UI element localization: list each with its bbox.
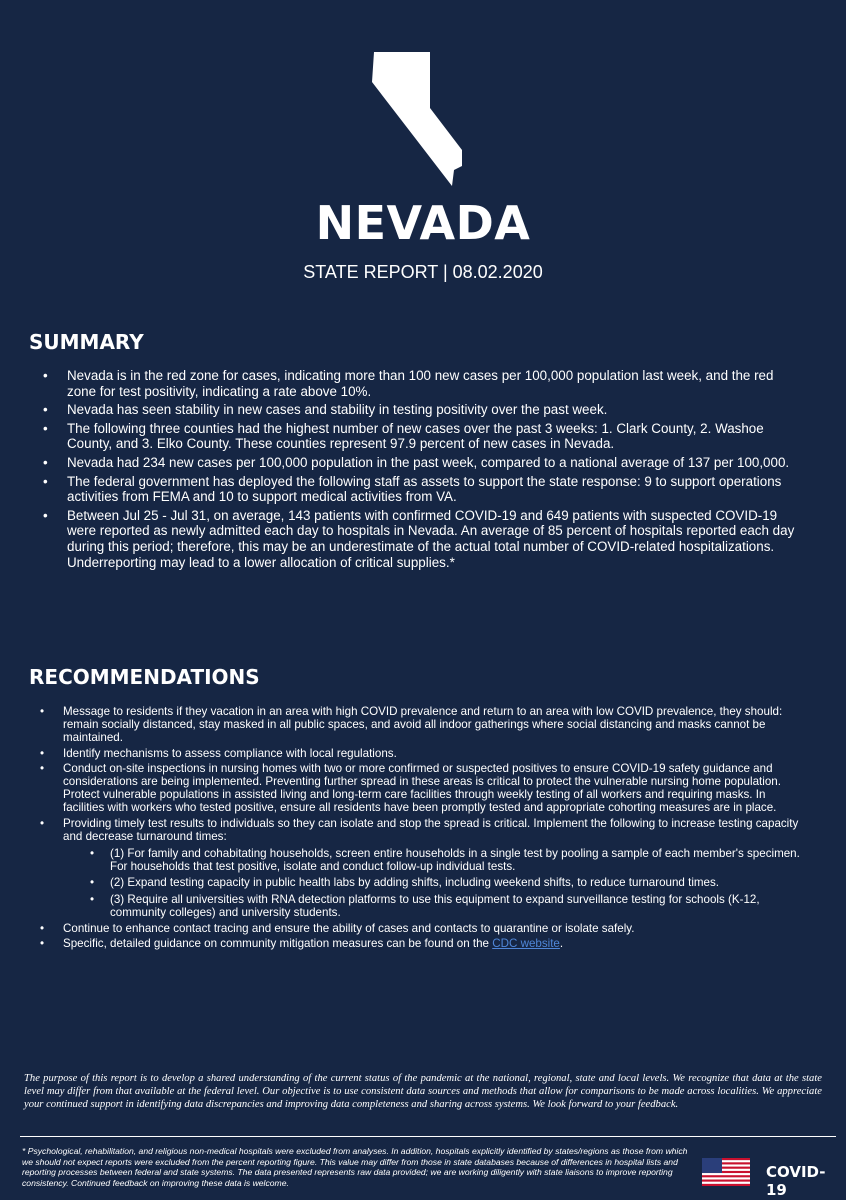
testing-sub-list: [63, 847, 800, 919]
hospital-footnote: * Psychological, rehabilitation, and religious non-medical hospitals were excluded from analyses. In addition, hospitals explicitly identified by states/regions as those from which we should not expect reports were excluded from the percent reporting figure. This value may differ from those in state databases because of differences in hospital lists and reporting processes between federal and state systems. The data presented represents raw data provided; we are working diligently with state liaisons to improve reporting consistency. Continued feedback on improving these data is welcome.: [22, 1146, 688, 1188]
recommendation-sub-item: • (1) For family and cohabitating households, screen entire households in a single test by pooling a sample of each member's specimen. For households that test positive, isolate and conduct follow-up individual tests.: [63, 847, 800, 873]
nevada-map-icon: [370, 52, 464, 186]
summary-item: • The federal government has deployed the following staff as assets to support the state response: 9 to support operations activities from FEMA and 10 to support medical activities from VA.: [43, 474, 803, 505]
summary-list: [43, 368, 803, 573]
recommendation-text: Specific, detailed guidance on community mitigation measures can be found on the: [63, 937, 493, 951]
summary-item: • Nevada has seen stability in new cases and stability in testing positivity over the past week.: [43, 402, 803, 418]
recommendations-list: [40, 705, 800, 952]
footer-divider: [20, 1136, 836, 1137]
recommendation-item: • Conduct on-site inspections in nursing homes with two or more confirmed or suspected positives to ensure COVID-19 safety guidance and considerations are being implemented. Preventing further spread in these areas is critical to protect the vulnerable nursing home population. Protect vulnerable populations in assisted living and long-term care facilities through weekly testing of all workers and requiring masks. In facilities with workers who tested positive, ensure all residents have been promptly tested and appropriate cohorting measures are in place.: [40, 762, 800, 815]
report-date-subtitle: STATE REPORT | 08.02.2020: [303, 262, 543, 282]
recommendation-item: • Continue to enhance contact tracing and ensure the ability of cases and contacts to quarantine or isolate safely.: [40, 922, 800, 935]
recommendation-item: • Identify mechanisms to assess compliance with local regulations.: [40, 747, 800, 760]
recommendation-item: [40, 937, 800, 950]
summary-heading: SUMMARY: [29, 330, 144, 354]
page-title: NEVADA: [315, 196, 531, 250]
summary-item: • Between Jul 25 - Jul 31, on average, 143 patients with confirmed COVID-19 and 649 patients with suspected COVID-19 were reported as newly admitted each day to hospitals in Nevada. An average of 85 percent of hospitals reported each day during this period; therefore, this may be an underestimate of the actual total number of COVID-related hospitalizations. Underreporting may lead to a lower allocation of critical supplies.*: [43, 508, 803, 570]
recommendations-heading: RECOMMENDATIONS: [29, 665, 260, 689]
recommendation-item: • Message to residents if they vacation in an area with high COVID prevalence and return to an area with low COVID prevalence, they should: remain socially distanced, stay masked in all public spaces, and avoid all indoor gatherings where social distancing and masks cannot be maintained.: [40, 705, 800, 745]
recommendation-item: [40, 817, 800, 919]
us-flag-icon: [702, 1158, 750, 1186]
recommendation-text-end: .: [559, 937, 564, 951]
recommendation-sub-item: • (3) Require all universities with RNA detection platforms to use this equipment to expand surveillance testing for schools (K-12, community colleges) and university students.: [63, 893, 800, 919]
recommendation-text: Providing timely test results to individuals so they can isolate and stop the spread is critical. Implement the following to increase testing capacity and decrease turnaround times:: [63, 816, 799, 843]
recommendation-sub-item: • (2) Expand testing capacity in public health labs by adding shifts, including weekend shifts, to reduce turnaround times.: [63, 876, 800, 889]
covid-19-brand: COVID-19: [766, 1163, 826, 1199]
summary-item: • The following three counties had the highest number of new cases over the past 3 weeks: 1. Clark County, 2. Washoe County, and 3. Elko County. These counties represent 97.9 percent of new cases in Nevada.: [43, 421, 803, 452]
summary-item: • Nevada had 234 new cases per 100,000 population in the past week, compared to a national average of 137 per 100,000.: [43, 455, 803, 471]
cdc-website-link[interactable]: CDC website: [492, 937, 560, 951]
report-purpose-statement: The purpose of this report is to develop a shared understanding of the current status of the pandemic at the national, regional, state and local levels. We recognize that data at the state level may differ from that available at the federal level. Our objective is to use consistent data sources and methods that allow for comparisons to be made across localities. We appreciate your continued support in identifying data discrepancies and improving data completeness and sharing across systems. We look forward to your feedback.: [24, 1073, 822, 1111]
summary-item: • Nevada is in the red zone for cases, indicating more than 100 new cases per 100,000 population last week, and the red zone for test positivity, indicating a rate above 10%.: [43, 368, 803, 399]
